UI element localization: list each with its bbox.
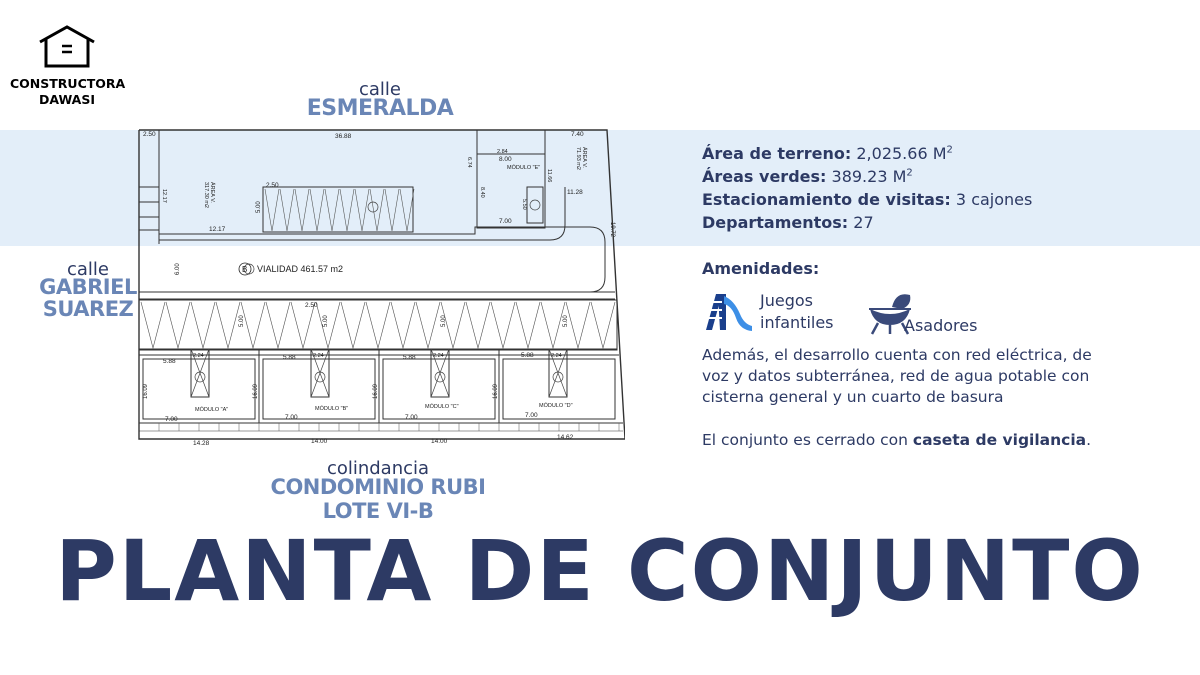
- parking-stall: [166, 302, 190, 348]
- security-paragraph: [702, 430, 1102, 451]
- verdes-value: 389.23 M: [831, 167, 907, 186]
- parking-stall: [280, 189, 294, 231]
- parking-stall: [366, 302, 390, 348]
- visitas-label: Estacionamiento de visitas:: [702, 190, 951, 209]
- parking-stall: [416, 302, 440, 348]
- stair-b: 2.24: [313, 353, 324, 359]
- amenity-juegos: [760, 290, 834, 334]
- security-highlight: caseta de vigilancia: [912, 431, 1087, 449]
- dim-road-width: 6.00: [175, 263, 181, 275]
- dim-parking-depth-d: 5.00: [563, 315, 569, 327]
- left-street-line2: SUAREZ: [42, 297, 134, 321]
- dim-top-right: 7.40: [571, 131, 584, 138]
- area-left-value: 317.30 m2: [203, 182, 209, 208]
- dim-module-top-a: 5.88: [163, 358, 176, 365]
- verdes-label: Áreas verdes:: [702, 167, 827, 186]
- dim-parking-depth-top: 5.00: [256, 201, 262, 213]
- area-right-value: 71.93 m2: [575, 147, 581, 170]
- dim-module-depth-a: 16.09: [143, 383, 149, 399]
- dim-module-bottom-c: 7.00: [405, 414, 418, 421]
- info-visitas: [702, 190, 1032, 209]
- amenities-title: Amenidades:: [702, 259, 820, 278]
- dim-parking-depth-a: 5.00: [239, 315, 245, 327]
- dim-e-side-3: 11.66: [546, 169, 552, 183]
- dim-bottom-2: 14.00: [311, 438, 328, 445]
- dim-bottom-1: 14.28: [193, 440, 210, 447]
- parking-stall: [216, 302, 240, 348]
- dim-parking-spacing-lower: 2.50: [305, 302, 318, 309]
- parking-stall: [385, 189, 399, 231]
- stair-a: 2.24: [193, 353, 204, 359]
- parking-stall: [310, 189, 324, 231]
- dim-top-width: 36.88: [335, 133, 352, 140]
- parking-stall: [591, 302, 615, 348]
- parking-stall: [325, 189, 339, 231]
- bottom-street-name: CONDOMINIO RUBI LOTE VI-B: [270, 475, 486, 523]
- vialidad-label: VIALIDAD 461.57 m2: [257, 264, 344, 274]
- dim-module-e-bottom: 7.00: [499, 218, 512, 225]
- visitas-value: 3 cajones: [955, 190, 1033, 209]
- house-icon: [36, 24, 98, 70]
- left-street-name: [28, 276, 148, 320]
- dim-right-side: 19.72: [609, 222, 615, 238]
- amenity-juegos-line2: infantiles: [760, 313, 834, 332]
- bottom-street-prefix: colindancia: [326, 458, 430, 479]
- area-left-label: ÁREA V.: [209, 182, 215, 203]
- vialidad-marker: B: [242, 265, 248, 274]
- dim-mid-left: 12.17: [209, 226, 226, 233]
- stair-d: 2.24: [551, 353, 562, 359]
- parking-stall: [295, 189, 309, 231]
- parking-stall: [355, 189, 369, 231]
- parking-stall: [400, 189, 414, 231]
- departamentos-value: 27: [853, 213, 874, 232]
- dim-bottom-3: 14.00: [431, 438, 448, 445]
- terreno-sup: 2: [946, 144, 953, 156]
- dim-side-left: 12.17: [161, 189, 167, 203]
- top-street-name: ESMERALDA: [306, 96, 454, 121]
- parking-stall: [466, 302, 490, 348]
- parking-stall: [516, 302, 540, 348]
- dim-module-depth-d: 16.09: [493, 383, 499, 399]
- amenities-paragraph: Además, el desarrollo cuenta con red eléctrica, de voz y datos subterránea, red de agua potable con cisterna general y un cuarto de basura: [702, 346, 1092, 406]
- dim-module-bottom-b: 7.00: [285, 414, 298, 421]
- parking-stall: [265, 189, 279, 231]
- dim-module-top-d: 5.88: [521, 352, 534, 359]
- module-c-label: MÓDULO "C": [425, 404, 459, 410]
- parking-stall: [340, 189, 354, 231]
- left-street-prefix: calle: [66, 259, 109, 280]
- dim-e-top: 2.84: [497, 149, 508, 155]
- dim-parking-spacing-top: 2.50: [266, 182, 279, 189]
- page-title: PLANTA DE CONJUNTO: [55, 522, 1145, 620]
- amenity-asadores: Asadores: [904, 316, 978, 335]
- parking-stall: [391, 302, 415, 348]
- top-street-prefix: calle: [358, 79, 401, 100]
- info-terreno: [702, 144, 953, 163]
- dim-e-side-1: 6.74: [466, 157, 472, 168]
- parking-stall: [266, 302, 290, 348]
- amenity-juegos-line1: Juegos: [760, 291, 813, 310]
- dim-parking-depth-b: 5.00: [323, 315, 329, 327]
- dim-bottom-4: 14.62: [557, 434, 574, 441]
- dim-module-bottom-a: 7.00: [165, 416, 178, 423]
- dim-module-e-width: 8.00: [499, 156, 512, 163]
- area-right-label: ÁREA V.: [581, 147, 587, 168]
- dim-parking-depth-c: 5.00: [441, 315, 447, 327]
- company-logo: [10, 24, 124, 108]
- dim-module-depth-c: 16.09: [373, 383, 379, 399]
- dim-right-mid: 11.28: [567, 189, 583, 196]
- terreno-value: 2,025.66 M: [856, 144, 947, 163]
- verdes-sup: 2: [906, 167, 913, 179]
- parking-stall: [191, 302, 215, 348]
- module-e-label: MÓDULO "E": [507, 165, 541, 171]
- info-verdes: [702, 167, 913, 186]
- dim-module-top-b: 5.88: [283, 354, 296, 361]
- parking-stall: [541, 302, 565, 348]
- info-departamentos: [702, 213, 874, 232]
- module-d-label: MÓDULO "D": [539, 403, 573, 409]
- dim-top-left: 2.50: [143, 131, 156, 138]
- parking-stall: [141, 302, 165, 348]
- parking-stall: [566, 302, 590, 348]
- departamentos-label: Departamentos:: [702, 213, 849, 232]
- slide-icon: [702, 290, 754, 332]
- dim-module-top-c: 5.88: [403, 354, 416, 361]
- terreno-label: Área de terreno:: [702, 144, 852, 163]
- dim-e-side-4: 5.50: [521, 199, 527, 210]
- dim-module-bottom-d: 7.00: [525, 412, 538, 419]
- parking-stall: [341, 302, 365, 348]
- site-plan: [135, 127, 625, 447]
- module-a-label: MÓDULO "A": [195, 407, 229, 413]
- security-text: El conjunto es cerrado con: [702, 431, 913, 449]
- company-name: CONSTRUCTORA DAWASI: [10, 76, 126, 107]
- parking-stall: [491, 302, 515, 348]
- dim-e-side-2: 8.40: [479, 187, 485, 198]
- left-street-line1: GABRIEL: [39, 275, 137, 299]
- security-period: .: [1086, 431, 1092, 449]
- module-b-label: MÓDULO "B": [315, 406, 349, 412]
- stair-c: 2.24: [433, 353, 444, 359]
- dim-module-depth-a2: 16.09: [253, 383, 259, 399]
